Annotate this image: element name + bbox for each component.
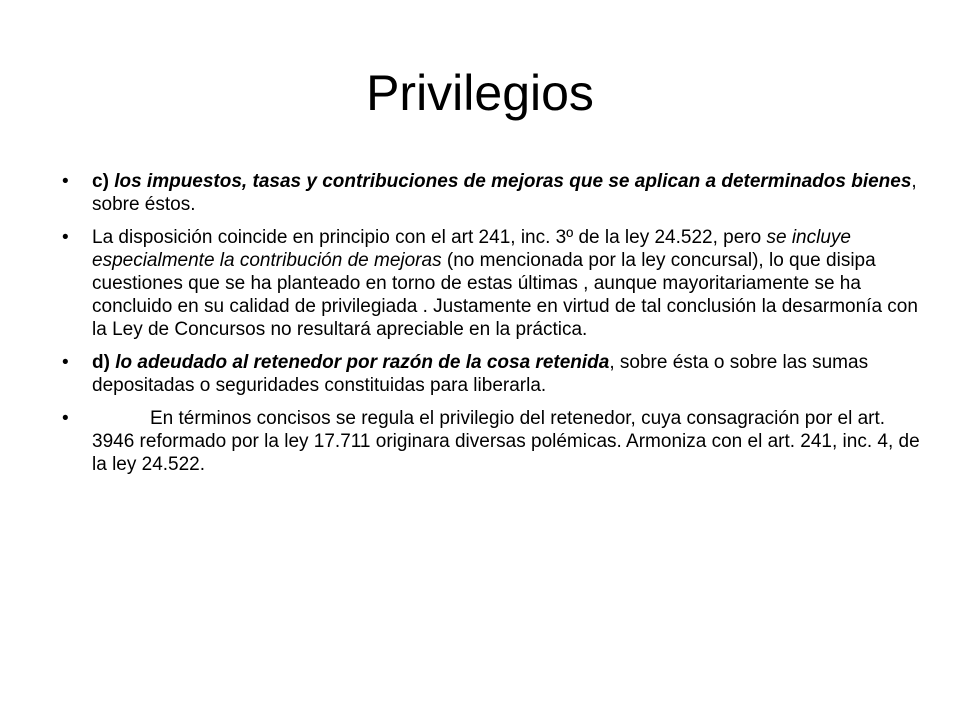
item-text: (no mencionada por la ley concursal), lo que disipa cuestiones que se ha planteado en torno de estas últimas , aunque mayoritariamente se ha concluido en su calidad de privilegiada . Justamente en virtud de tal conclusión la desarmonía con la Ley de Concursos no resultará apreciable en la práctica.	[92, 250, 918, 340]
item-text: , sobre ésta o sobre las sumas depositadas o seguridades constituidas para liberarla.	[92, 352, 869, 396]
bullet-item-d	[62, 351, 922, 397]
bullet-icon: •	[62, 352, 69, 373]
item-emphasis: se incluye especialmente la contribución de mejoras	[92, 227, 851, 271]
item-text: En términos concisos se regula el privilegio del retenedor, cuya consagración por el art. 3946 reformado por la ley 17.711 originara diversas polémicas. Armoniza con el art. 241, inc. 4, de la ley 24.522.	[92, 408, 920, 475]
bullet-item-disposicion	[62, 226, 922, 341]
item-emphasis: los impuestos, tasas y contribuciones de mejoras que se aplican a determinados bienes	[114, 171, 912, 192]
item-label: d)	[92, 352, 110, 373]
item-label: c)	[92, 171, 109, 192]
bullet-list	[62, 170, 922, 486]
bullet-item-retenedor	[62, 407, 922, 476]
item-text: , sobre éstos.	[92, 171, 917, 215]
bullet-icon: •	[62, 227, 69, 248]
slide-title: Privilegios	[366, 65, 594, 121]
item-text: La disposición coincide en principio con el art 241, inc. 3º de la ley 24.522, pero	[92, 227, 767, 248]
bullet-icon: •	[62, 171, 69, 192]
bullet-icon: •	[62, 408, 69, 429]
bullet-item-c	[62, 170, 922, 216]
item-emphasis: lo adeudado al retenedor por razón de la cosa retenida	[115, 352, 610, 373]
